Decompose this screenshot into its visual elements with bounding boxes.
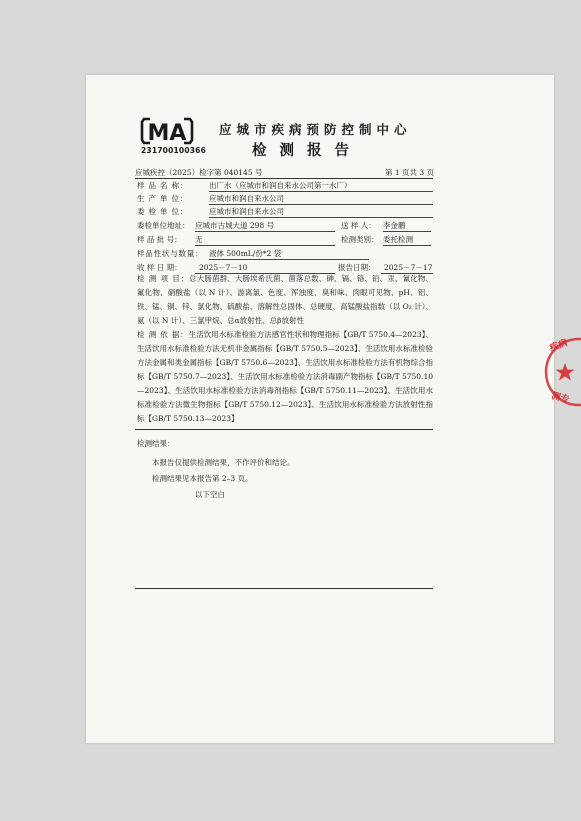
seal-text-top: 疾病 — [548, 338, 569, 354]
received-value: 2025－7－10 — [195, 263, 335, 274]
sender-label: 送 样 人： — [341, 221, 376, 230]
category-value: 委托检测 — [383, 235, 431, 246]
conclusion-blank-note: 以下空白 — [195, 490, 225, 499]
body-rule — [135, 429, 433, 430]
report-date-value: 2025－7－17 — [381, 263, 433, 274]
category-label: 检测类别： — [341, 235, 379, 244]
seal-star-icon — [556, 363, 575, 381]
test-basis-label: 检 测 依 据： — [137, 330, 189, 339]
official-seal — [541, 332, 581, 412]
producer-row — [137, 194, 433, 205]
conclusion-line-2: 检测结果见本报告第 2–3 页。 — [152, 474, 253, 483]
report-date-label: 报告日期： — [338, 263, 376, 272]
address-value: 应城市古城大道 298 号 — [195, 221, 335, 232]
test-basis — [137, 328, 433, 426]
header-rule — [135, 178, 433, 179]
form-value: 液体 500mL/份*2 袋 — [209, 249, 369, 260]
seal-text-bottom: 测专 — [550, 391, 571, 406]
cert-number: 231700100366 — [141, 146, 207, 155]
organization-name: 应城市疾病预防控制中心 — [219, 122, 412, 137]
form-row — [137, 249, 369, 260]
test-items-label: 检 测 项 目： — [137, 274, 190, 283]
sender-value: 李金鹏 — [383, 221, 431, 232]
footer-rule — [135, 588, 433, 589]
commissioner-label: 委 检 单 位： — [137, 207, 189, 216]
address-label: 委检单位地址： — [137, 221, 190, 230]
sample-name-row — [137, 181, 433, 192]
test-items-text: 总大肠菌群、大肠埃希氏菌、菌落总数、砷、镉、铬、铅、汞、氰化物、氟化物、硝酸盐（以 N 计）、游离氯、色度、浑浊度、臭和味、肉眼可见物、pH、铝、铁、锰、铜、锌、氯化物、硫酸盐、溶解性总固体、总硬度、高锰酸盐指数（以 O₂ 计）、氨（以 N 计）、三氯甲烷、总α放射性、总β放射性 — [137, 274, 434, 325]
conclusion-line-1: 本报告仅提供检测结果，不作评价和结论。 — [152, 458, 295, 467]
test-basis-text: 生活饮用水标准检验方法感官性状和物理指标【GB/T 5750.4—2023】、生活饮用水标准检验方法无机非金属指标【GB/T 5750.5—2023】、生活饮用水标准检验方法金属和类金属指标【GB/T 5750.6—2023】、生活饮用水标准检验方法有机物综合指标【GB/T 5750.7—2023】、生活饮用水标准检验方法消毒副产物指标【GB/T 5750.10—2023】、生活饮用水标准检验方法消毒剂指标【GB/T 5750.11—2023】、生活饮用水标准检验方法微生物指标【GB/T 5750.12—2023】、生活饮用水标准检验方法放射性指标【GB/T 5750.13—2023】 — [137, 330, 433, 423]
sample-name-label: 样 品 名 称： — [137, 181, 189, 190]
document-title: 检测报告 — [252, 142, 362, 159]
producer-value: 应城市和润自来水公司 — [209, 194, 433, 205]
batch-label: 样 品 批 号： — [137, 235, 182, 244]
cma-logo — [140, 117, 194, 145]
cert-mark-text: MA — [147, 121, 187, 145]
conclusion-label: 检测结果： — [137, 439, 175, 448]
form-label: 样品性状与数量： — [137, 249, 204, 258]
received-label: 收 样 日 期： — [137, 263, 182, 272]
commissioner-row — [137, 207, 433, 218]
report-number: 应城疾控（2025）检字第 040145 号 — [135, 168, 263, 177]
page-info: 第 1 页共 3 页 — [385, 168, 435, 177]
commissioner-value: 应城市和润自来水公司 — [209, 207, 433, 218]
producer-label: 生 产 单 位： — [137, 194, 189, 203]
sample-name-value: 出厂水（应城市和润自来水公司第一水厂） — [209, 181, 433, 192]
test-items — [137, 272, 433, 328]
batch-value: 无 — [195, 235, 335, 246]
